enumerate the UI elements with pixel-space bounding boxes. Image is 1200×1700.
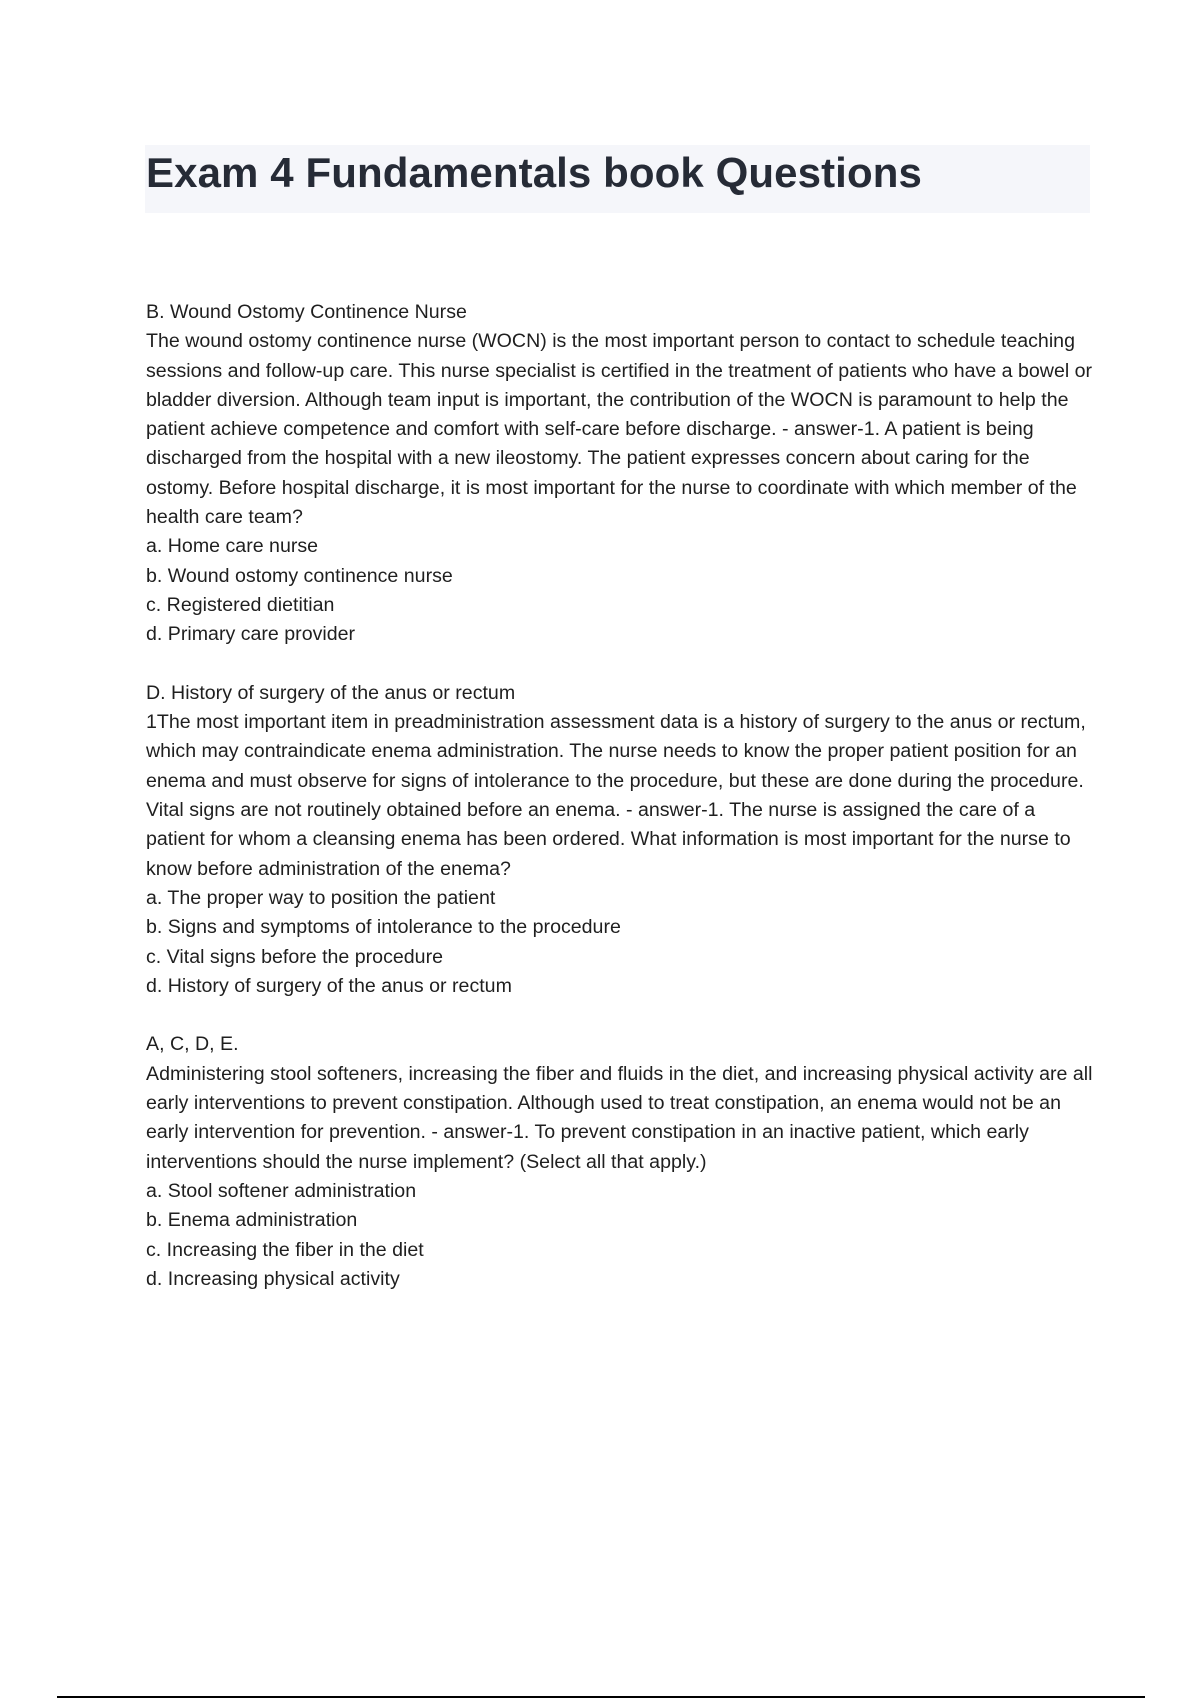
options-list — [146, 1177, 1096, 1294]
option-item: a. Home care nurse — [146, 535, 319, 558]
question-block-1 — [146, 298, 1096, 650]
question-block-2 — [146, 679, 1096, 1001]
answer-heading: A, C, D, E. — [146, 1033, 239, 1056]
answer-heading: B. Wound Ostomy Continence Nurse — [146, 301, 467, 323]
option-item: a. Stool softener administration — [146, 1179, 417, 1202]
option-item: c. Increasing the fiber in the diet — [146, 1238, 424, 1261]
option-item: c. Vital signs before the procedure — [146, 945, 443, 968]
options-list — [146, 884, 1096, 1001]
option-item: d. Increasing physical activity — [146, 1267, 400, 1290]
option-item: b. Signs and symptoms of intolerance to the procedure — [146, 916, 621, 939]
option-item: d. History of surgery of the anus or rectum — [146, 974, 512, 997]
option-item: b. Wound ostomy continence nurse — [146, 564, 453, 587]
option-item: b. Enema administration — [146, 1209, 358, 1232]
page-title: Exam 4 Fundamentals book Questions — [146, 149, 922, 196]
option-item: c. Registered dietitian — [146, 593, 335, 616]
option-item: a. The proper way to position the patient — [146, 886, 496, 909]
footer-divider — [57, 1696, 1145, 1698]
explanation-text: The wound ostomy continence nurse (WOCN) is the most important person to contact to schedule teaching sessions and follow-up care. This nurse specialist is certified in the treatment of patients who have a bowel or bladder diversion. Although team input is important, the contribution of the WOCN is paramount to help the patient achieve competence and comfort with self-care before discharge. - answer-1. A patient is being discharged from the hospital with a new ileostomy. The patient expresses concern about caring for the ostomy. Before hospital discharge, it is most important for the nurse to coordinate with which member of the health care team? — [146, 330, 1093, 529]
question-block-3 — [146, 1030, 1096, 1294]
answer-heading: D. History of surgery of the anus or rectum — [146, 681, 516, 704]
explanation-text: 1The most important item in preadministration assessment data is a history of surgery to the anus or rectum, which may contraindicate enema administration. The nurse needs to know the proper patient position for an enema and must observe for signs of intolerance to the procedure, but these are done during the procedure. Vital signs are not routinely obtained before an enema. - answer-1. The nurse is assigned the care of a patient for whom a cleansing enema has been ordered. What information is most important for the nurse to know before administration of the enema? — [146, 711, 1086, 880]
document-body — [146, 298, 1096, 1323]
options-list — [146, 532, 1096, 649]
explanation-text: Administering stool softeners, increasing the fiber and fluids in the diet, and increasing physical activity are all early interventions to prevent constipation. Although used to treat constipation, an enema would not be an early intervention for prevention. - answer-1. To prevent constipation in an inactive patient, which early interventions should the nurse implement? (Select all that apply.) — [146, 1062, 1093, 1173]
option-item: d. Primary care provider — [146, 623, 356, 646]
